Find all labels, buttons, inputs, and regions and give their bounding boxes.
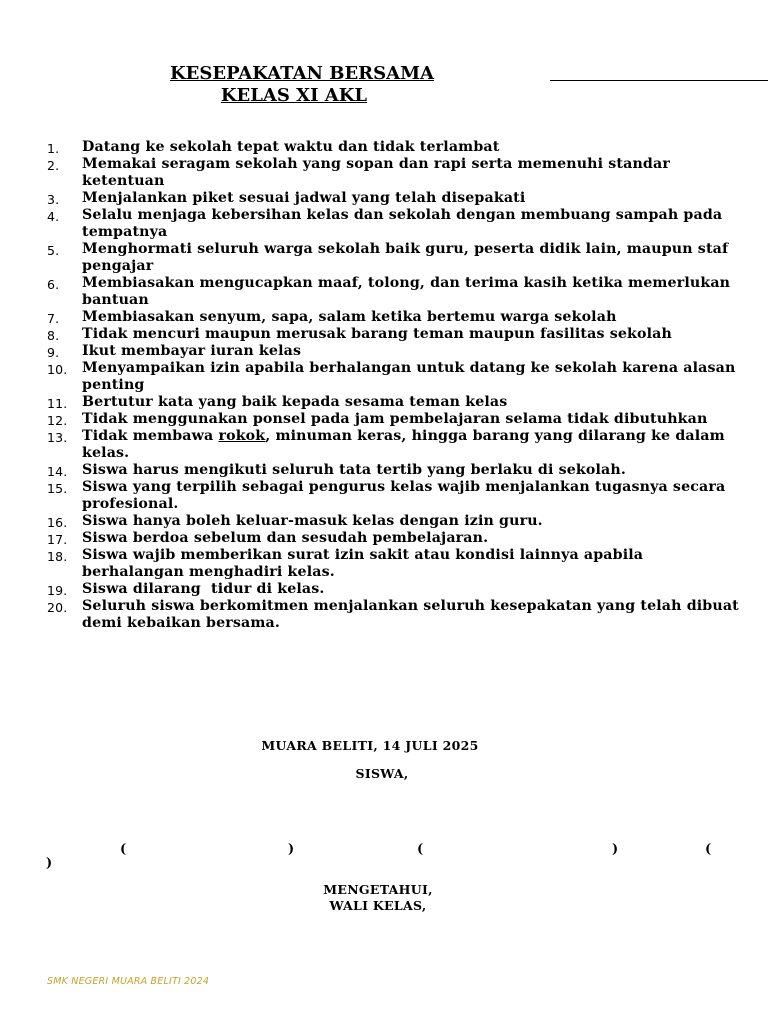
list-number: 2. (47, 158, 60, 173)
list-item-text: Membiasakan senyum, sapa, salam ketika bertemu warga sekolah (82, 309, 617, 325)
list-number: 20. (47, 600, 68, 615)
list-item (0, 343, 740, 360)
list-item (0, 394, 740, 411)
list-item (0, 530, 740, 547)
list-number: 11. (47, 396, 68, 411)
list-item (0, 428, 740, 462)
list-number: 8. (47, 328, 60, 343)
list-item-text: Tidak mencuri maupun merusak barang teman maupun fasilitas sekolah (82, 326, 672, 342)
agreement-list (0, 139, 740, 632)
list-number: 17. (47, 532, 68, 547)
list-item (0, 207, 740, 241)
list-item-text: Seluruh siswa berkomitmen menjalankan seluruh kesepakatan yang telah dibuat demi kebaikan bersama. (82, 598, 739, 631)
list-item-text: Siswa yang terpilih sebagai pengurus kelas wajib menjalankan tugasnya secara profesional. (82, 479, 726, 512)
list-item (0, 547, 740, 581)
list-item-text-before: Tidak membawa (82, 428, 219, 444)
signature-close-paren: ) (46, 856, 53, 871)
homeroom-teacher-label: WALI KELAS, (329, 898, 427, 913)
list-item (0, 190, 740, 207)
list-number: 18. (47, 549, 68, 564)
list-item-text: Ikut membayar iuran kelas (82, 343, 302, 359)
list-number: 15. (47, 481, 68, 496)
list-number: 13. (47, 430, 68, 445)
title-underline-rule (550, 80, 768, 81)
list-item (0, 326, 740, 343)
list-item-text: Siswa dilarang tidur di kelas. (82, 581, 325, 597)
list-number: 9. (47, 345, 60, 360)
signature-close-paren: ) (612, 842, 619, 857)
list-number: 6. (47, 277, 60, 292)
signature-open-paren: ( (417, 842, 424, 857)
list-item-text: Siswa hanya boleh keluar-masuk kelas dengan izin guru. (82, 513, 543, 529)
students-label: SISWA, (355, 766, 409, 781)
list-item (0, 411, 740, 428)
list-item (0, 360, 740, 394)
list-item-text: Tidak menggunakan ponsel pada jam pembelajaran selama tidak dibutuhkan (82, 411, 708, 427)
list-item-text: Selalu menjaga kebersihan kelas dan sekolah dengan membuang sampah pada tempatnya (82, 207, 723, 240)
list-number: 10. (47, 362, 68, 377)
list-item-text: Siswa harus mengikuti seluruh tata tertib yang berlaku di sekolah. (82, 462, 626, 478)
document-subtitle: KELAS XI AKL (220, 85, 368, 106)
list-item-text: Bertutur kata yang baik kepada sesama teman kelas (82, 394, 508, 410)
list-item-text: Memakai seragam sekolah yang sopan dan rapi serta memenuhi standar ketentuan (82, 156, 670, 189)
signature-close-paren: ) (288, 842, 295, 857)
acknowledged-label: MENGETAHUI, (323, 882, 433, 897)
document-title: KESEPAKATAN BERSAMA (169, 63, 434, 84)
place-date: MUARA BELITI, 14 JULI 2025 (261, 738, 479, 753)
signature-open-paren: ( (705, 842, 712, 857)
list-item-text: Menjalankan piket sesuai jadwal yang telah disepakati (82, 190, 526, 206)
list-item (0, 309, 740, 326)
list-item (0, 156, 740, 190)
list-item (0, 598, 740, 632)
list-item-text: Menghormati seluruh warga sekolah baik guru, peserta didik lain, maupun staf pengajar (82, 241, 729, 274)
list-item (0, 275, 740, 309)
acknowledgement-block (0, 882, 762, 914)
list-number: 5. (47, 243, 60, 258)
list-item (0, 479, 740, 513)
list-number: 4. (47, 209, 60, 224)
list-item-text: Siswa berdoa sebelum dan sesudah pembelajaran. (82, 530, 489, 546)
list-number: 7. (47, 311, 60, 326)
list-item (0, 462, 740, 479)
list-number: 19. (47, 583, 68, 598)
page-footer: SMK NEGERI MUARA BELITI 2024 (47, 976, 210, 987)
list-number: 14. (47, 464, 68, 479)
list-number: 3. (47, 192, 60, 207)
list-item (0, 513, 740, 530)
signature-open-paren: ( (120, 842, 127, 857)
list-number: 1. (47, 141, 60, 156)
list-item (0, 581, 740, 598)
list-item-text: Menyampaikan izin apabila berhalangan untuk datang ke sekolah karena alasan penting (82, 360, 736, 393)
list-item-text-after: , minuman keras, hingga barang yang dilarang ke dalam kelas. (82, 428, 725, 461)
underlined-word: rokok (218, 428, 266, 444)
list-item-text: Siswa wajib memberikan surat izin sakit atau kondisi lainnya apabila berhalangan menghadiri kelas. (82, 547, 644, 580)
list-number: 16. (47, 515, 68, 530)
list-item-text: Membiasakan mengucapkan maaf, tolong, dan terima kasih ketika memerlukan bantuan (82, 275, 731, 308)
list-item (0, 241, 740, 275)
list-item (0, 139, 740, 156)
list-number: 12. (47, 413, 68, 428)
list-item-text: Datang ke sekolah tepat waktu dan tidak terlambat (82, 139, 500, 155)
